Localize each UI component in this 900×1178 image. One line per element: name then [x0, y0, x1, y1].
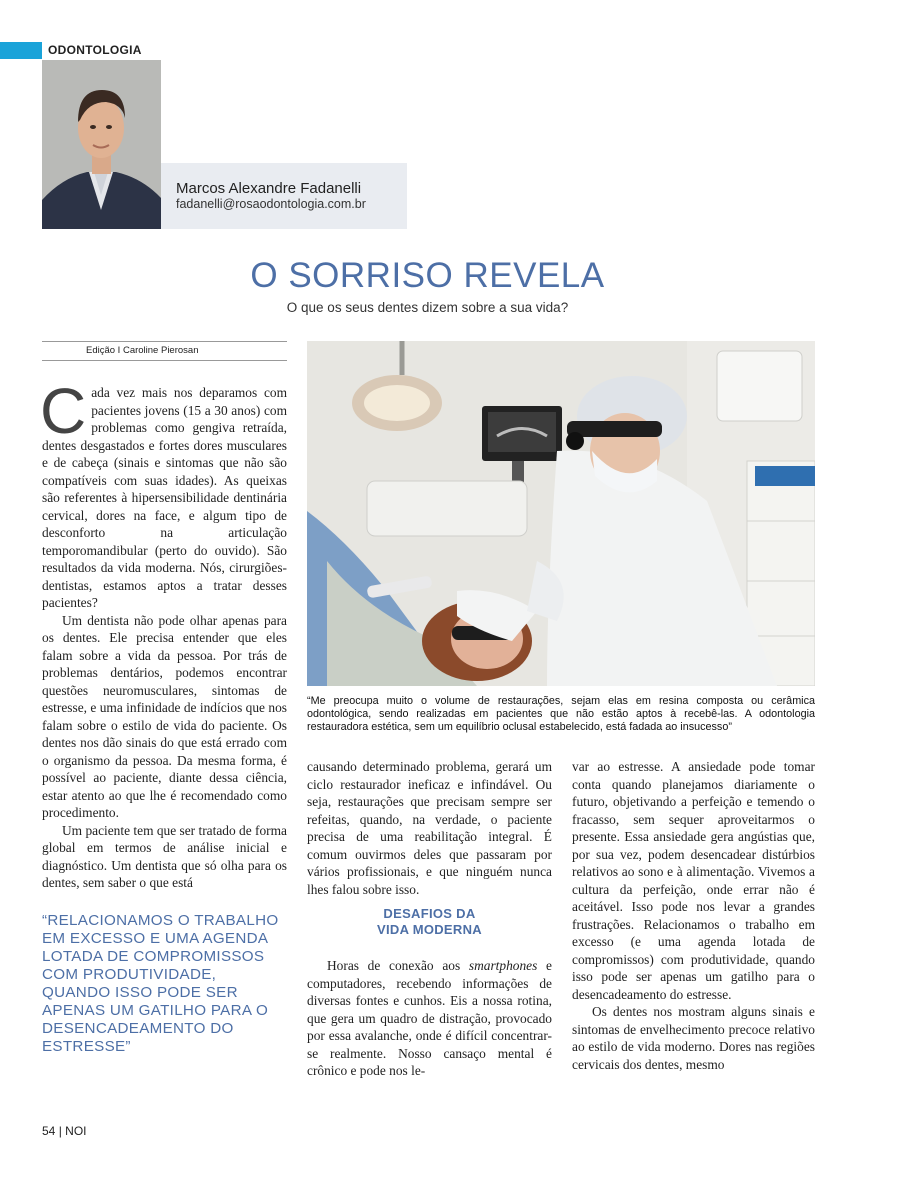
magazine-name: NOI [65, 1124, 87, 1138]
author-email[interactable]: fadanelli@rosaodontologia.com.br [176, 197, 366, 211]
paragraph: Os dentes nos mostram alguns sinais e sintomas de envelhecimento precoce relativo ao estilo de vida moderno. Dores nas regiões cervicais dos dentes, mesmo [572, 1004, 815, 1072]
section-label: ODONTOLOGIA [48, 43, 142, 57]
page-footer [42, 1124, 87, 1138]
section-color-bar [0, 42, 42, 59]
portrait-illustration [42, 60, 161, 229]
paragraph-text: e computadores, recebendo informações de diversas fontes e cunhos. Eis a nossa rotina, que gera um quadro de distração, provocado por essa avalanche, onde é difícil concentrar-se realmente. Nosso cansaço mental é crônico e pode nos le- [307, 958, 552, 1078]
text-column-2b [307, 957, 552, 1080]
author-name: Marcos Alexandre Fadanelli [176, 180, 362, 197]
paragraph: var ao estresse. A ansiedade pode tomar conta quando planejamos diariamente o futuro, objetivando a perfeição e temendo o fracasso, sem sequer aproveitarmos o presente. Essa ansiedade gera angústias que, por sua vez, podem desencadear distúrbios relativos ao sono e à alimentação. Vivemos a cultura da perfeição, onde errar não é aceitável. Isso pode nos levar a grandes frustrações. Relacionamos o trabalho em excesso (e uma agenda lotada de compromissos) com produtividade, quando isso pode ser apenas um gatilho para o desencadeamento do estresse. [572, 759, 815, 1002]
author-portrait [42, 60, 161, 229]
paragraph: Um paciente tem que ser tratado de forma global em termos de análise inicial e diagnóstico. Um dentista que só olha para os dentes, sem saber o que está [42, 822, 287, 890]
editor-rule-bottom [42, 360, 287, 361]
paragraph-text: ada vez mais nos deparamos com pacientes jovens (15 a 30 anos) com problemas como gengiva retraída, dentes desgastados e fortes dores musculares e de cabeça (sinais e sintomas que não são compatíveis com suas idades). As queixas são referentes à hipersensibilidade dentinária cervical, dores na face, e algum tipo de desconforto na articulação temporomandibular (perto do ouvido). São resultados da vida moderna. Nós, cirurgiões-dentistas, estamos aptos a tratar desses pacientes? [42, 385, 287, 610]
subheading-line-1: DESAFIOS DA [383, 906, 476, 921]
footer-separator: | [58, 1124, 62, 1138]
pull-quote: “RELACIONAMOS O TRABALHO EM EXCESSO E UMA AGENDA LOTADA DE COMPROMISSOS COM PRODUTIVIDADE, QUANDO ISSO PODE SER APENAS UM GATILHO PARA O DESENCADEAMENTO DO ESTRESSE” [42, 912, 279, 1055]
subheading-line-2: VIDA MODERNA [377, 922, 482, 937]
article-photo [307, 341, 815, 686]
text-column-2a [307, 758, 552, 898]
article-title: O SORRISO REVELA [250, 256, 605, 295]
editor-rule-top [42, 341, 287, 342]
emphasis-text: smartphones [468, 958, 538, 973]
drop-cap: C [40, 375, 87, 447]
editor-credit: Edição I Caroline Pierosan [86, 345, 199, 356]
section-subheading [307, 906, 552, 938]
paragraph: Um dentista não pode olhar apenas para os dentes. Ele precisa entender que eles falam sobre a vida da pessoa. Por trás de problemas dentários, podemos encontrar questões neuromusculares, sintomas de estresse, e uma infinidade de indícios que nos falam sobre o estilo de vida do paciente. Os dentes nos dão sinais do que está errado com o organismo da pessoa. Da mesma forma, é possível ao paciente, diante dessa ciência, estar atento ao que lhe é recomendado como procedimento. [42, 612, 287, 820]
paragraph: causando determinado problema, gerará um ciclo restaurador ineficaz e infindável. Ou seja, restaurações que precisam sempre ser refeitas, quando, na verdade, o paciente precisa de uma reabilitação integral. É comum ouvirmos deles que passaram por vários profissionais, e que ninguém nunca lhes falou sobre isso. [307, 759, 552, 897]
paragraph [307, 957, 552, 1080]
text-column-1 [40, 375, 287, 892]
photo-caption: “Me preocupa muito o volume de restaurações, sejam elas em resina composta ou cerâmica odontológica, sendo realizadas em pacientes que não estão aptos à recebê-las. A odontologia restauradora estética, sem um equilíbrio oclusal estabelecido, está fadada ao insucesso” [307, 695, 815, 733]
paragraph [40, 375, 287, 612]
dentist-photo-illustration [307, 341, 815, 686]
text-column-3 [572, 758, 815, 1073]
article-subtitle: O que os seus dentes dizem sobre a sua vida? [286, 300, 569, 315]
paragraph-text: Horas de conexão aos [327, 958, 469, 973]
page-number: 54 [42, 1124, 56, 1138]
